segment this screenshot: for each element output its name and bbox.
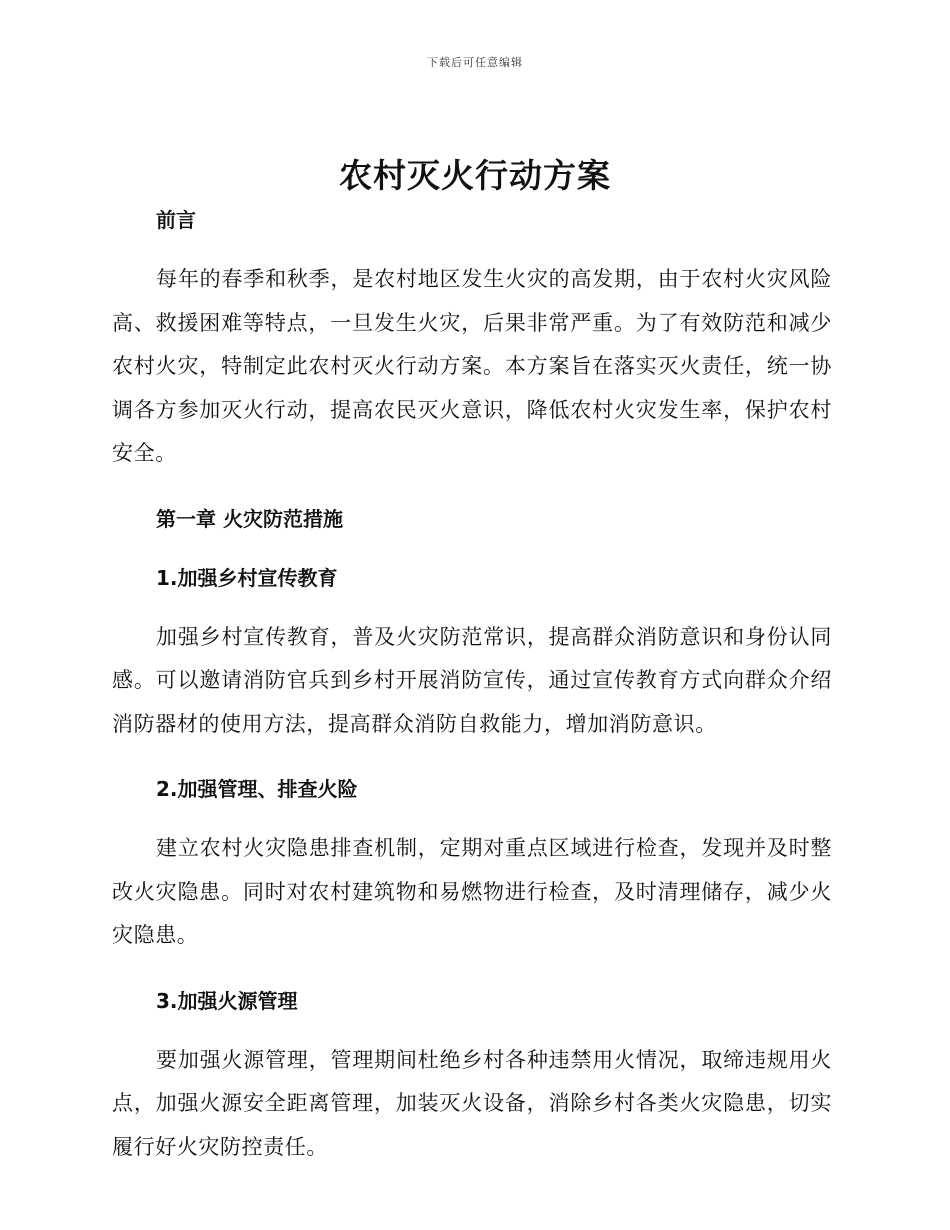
header-note: 下载后可任意编辑	[427, 56, 523, 69]
item-1-paragraph: 加强乡村宣传教育，普及火灾防范常识，提高群众消防意识和身份认同感。可以邀请消防官兵到乡村开展消防宣传，通过宣传教育方式向群众介绍消防器材的使用方法，提高群众消防自救能力，增加消防意识。	[112, 624, 832, 736]
document-title: 农村灭火行动方案	[339, 156, 611, 195]
document-body	[112, 204, 832, 1169]
chapter-1-heading: 第一章 火灾防范措施	[156, 506, 343, 531]
preface-heading: 前言	[156, 208, 196, 232]
item-2-paragraph: 建立农村火灾隐患排查机制，定期对重点区域进行检查，发现并及时整改火灾隐患。同时对农村建筑物和易燃物进行检查，及时清理储存，减少火灾隐患。	[112, 836, 832, 947]
item-3-heading: 3.加强火源管理	[156, 988, 298, 1013]
item-3-paragraph: 要加强火源管理，管理期间杜绝乡村各种违禁用火情况，取缔违规用火点，加强火源安全距离管理，加装灭火设备，消除乡村各类火灾隐患，切实履行好火灾防控责任。	[112, 1047, 832, 1159]
preface-paragraph: 每年的春季和秋季，是农村地区发生火灾的高发期，由于农村火灾风险高、救援困难等特点，一旦发生火灾，后果非常严重。为了有效防范和减少农村火灾，特制定此农村灭火行动方案。本方案旨在落实灭火责任，统一协调各方参加灭火行动，提高农民灭火意识，降低农村火灾发生率，保护农村安全。	[112, 267, 832, 465]
item-2-heading: 2.加强管理、排查火险	[156, 777, 358, 801]
item-1-heading: 1.加强乡村宣传教育	[156, 565, 338, 590]
